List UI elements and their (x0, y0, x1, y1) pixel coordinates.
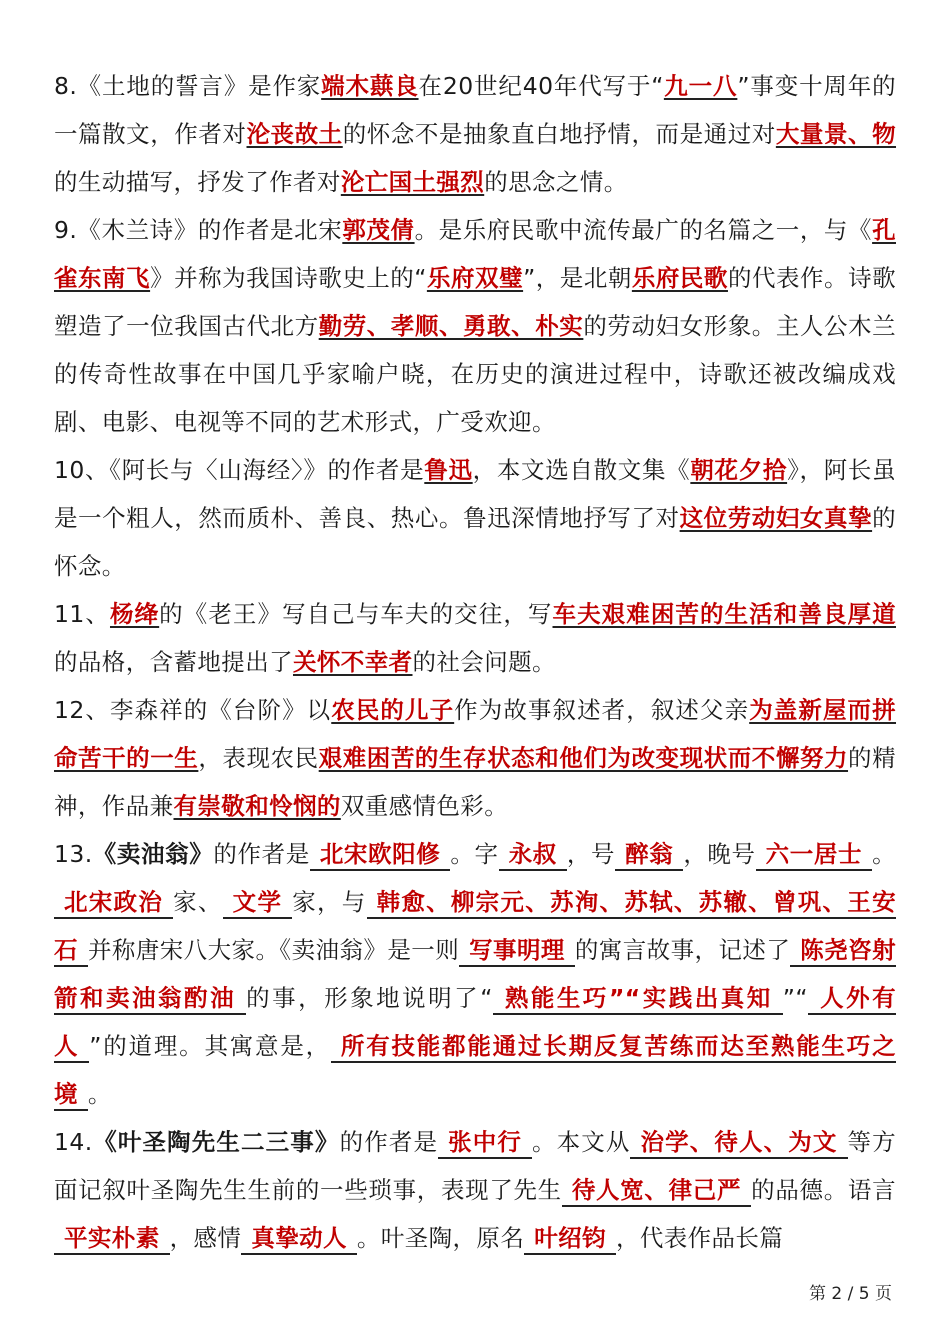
work-title: 《叶圣陶先生二三事》 (92, 1128, 340, 1156)
text: ，本文选自散文集《 (472, 456, 691, 484)
answer: 乐府民歌 (631, 264, 728, 292)
text: 。 (87, 1080, 112, 1108)
fill-blank-answer: 永叔 (499, 840, 567, 871)
text: 《木兰诗》的作者是北宋 (77, 216, 343, 244)
fill-blank-answer: 陈尧咨射箭和卖油翁酌油 (54, 936, 896, 1015)
text: 的怀念。 (54, 504, 896, 580)
answer: 杨绛 (109, 600, 160, 628)
text: 的《老王》写自己与车夫的交往，写 (159, 600, 553, 628)
text: 并称唐宋八大家。《卖油翁》是一则 (87, 936, 460, 964)
text: 双重感情色彩。 (340, 792, 509, 820)
fill-blank-answer: 人外有人 (54, 984, 896, 1063)
text: 的作者是 (213, 840, 310, 868)
answer: 沦亡国土强烈 (340, 168, 485, 196)
text: ”的道理。其寓意是， (89, 1032, 331, 1060)
text: 的品格，含蓄地提出了 (54, 648, 293, 676)
answer: 关怀不幸者 (293, 648, 413, 676)
text: ，号 (566, 840, 616, 868)
text: 的精神，作品兼 (54, 744, 896, 820)
text: 的寓言故事，记述了 (574, 936, 791, 964)
text: 。 (872, 840, 897, 868)
answer: 孔雀东南飞 (54, 216, 896, 292)
item-number: 8. (54, 72, 78, 100)
text: 的社会问题。 (412, 648, 556, 676)
paragraph-9 (54, 206, 896, 446)
text: 。字 (450, 840, 499, 868)
fill-blank-answer: 真挚动人 (241, 1224, 357, 1255)
fill-blank-answer: 治学、待人、为文 (630, 1128, 847, 1159)
work-title: 《卖油翁》 (92, 840, 214, 868)
paragraph-14 (54, 1118, 896, 1262)
text: 的品德。语言 (751, 1176, 896, 1204)
fill-blank-answer: 平实朴素 (54, 1224, 170, 1255)
fill-blank-answer: 北宋政治 (54, 888, 173, 919)
answer: 端木蕻良 (321, 72, 419, 100)
answer: 勤劳、孝顺、勇敢、朴实 (318, 312, 584, 340)
answer: 有崇敬和怜悯的 (173, 792, 341, 820)
text: 的作者是 (339, 1128, 439, 1156)
fill-blank-answer: 张中行 (438, 1128, 532, 1159)
text: 。本文从 (531, 1128, 631, 1156)
item-number: 13. (54, 840, 93, 868)
text: 。叶圣陶，原名 (356, 1224, 525, 1252)
text: 等方面记叙叶圣陶先生生前的一些琐事，表现了先生 (54, 1128, 897, 1204)
page-number: 第 2 / 5 页 (809, 1284, 892, 1304)
answer: 朝花夕拾 (690, 456, 788, 484)
fill-blank-answer: 所有技能都能通过长期反复苦练而达至熟能生巧之境 (54, 1032, 896, 1111)
text: ，晚号 (683, 840, 756, 868)
text: 作为故事叙述者，叙述父亲 (454, 696, 750, 724)
text: 家，与 (292, 888, 367, 916)
text: 李森祥的《台阶》以 (109, 696, 332, 724)
text: ，表现农民 (198, 744, 319, 772)
text: 在20世纪40年代写于“ (418, 72, 664, 100)
fill-blank-answer: 韩愈、柳宗元、苏洵、苏轼、苏辙、曾巩、王安石 (54, 888, 896, 967)
text: ，代表作品长篇 (615, 1224, 784, 1252)
answer: 九一八 (663, 72, 738, 100)
answer: 这位劳动妇女真挚 (679, 504, 873, 532)
paragraph-10 (54, 446, 896, 590)
fill-blank-answer: 叶绍钧 (524, 1224, 616, 1255)
paragraph-12 (54, 686, 896, 830)
text: 《土地的誓言》是作家 (77, 72, 322, 100)
document-body (54, 62, 896, 1262)
fill-blank-answer: 北宋欧阳修 (310, 840, 451, 871)
text: 的代表作。诗歌塑造了一位我国古代北方 (54, 264, 896, 340)
item-number: 11、 (54, 600, 110, 628)
text: ”，是北朝 (523, 264, 632, 292)
text: ”事变十周年的一篇散文，作者对 (54, 72, 897, 148)
text: 《阿长与〈山海经〉》的作者是 (109, 456, 425, 484)
answer: 鲁迅 (424, 456, 473, 484)
text: ”“ (782, 984, 808, 1012)
item-number: 14. (54, 1128, 93, 1156)
fill-blank-answer: 熟能生巧”“实践出真知 (493, 984, 783, 1015)
text: 。是乐府民歌中流传最广的名篇之一，与《 (414, 216, 873, 244)
text: 》并称为我国诗歌史上的“ (150, 264, 427, 292)
item-number: 10、 (54, 456, 110, 484)
text: 》，阿长虽是一个粗人，然而质朴、善良、热心。鲁迅深情地抒写了对 (54, 456, 896, 532)
answer: 郭茂倩 (342, 216, 415, 244)
answer: 沦丧故土 (246, 120, 343, 148)
fill-blank-answer: 写事明理 (459, 936, 575, 967)
answer: 艰难困苦的生存状态和他们为改变现状而不懈努力 (318, 744, 849, 772)
fill-blank-answer: 醉翁 (615, 840, 683, 871)
text: 的怀念不是抽象直白地抒情，而是通过对 (342, 120, 776, 148)
text: ，感情 (169, 1224, 242, 1252)
paragraph-8 (54, 62, 896, 206)
item-number: 12、 (54, 696, 110, 724)
fill-blank-answer: 六一居士 (756, 840, 872, 871)
item-number: 9. (54, 216, 78, 244)
paragraph-13 (54, 830, 896, 1118)
answer: 为盖新屋而拼命苦干的一生 (54, 696, 897, 772)
answer: 农民的儿子 (331, 696, 455, 724)
answer: 车夫艰难困苦的生活和善良厚道 (552, 600, 896, 628)
text: 的思念之情。 (484, 168, 628, 196)
paragraph-11 (54, 590, 896, 686)
text: 的劳动妇女形象。主人公木兰的传奇性故事在中国几乎家喻户晓，在历史的演进过程中，诗歌还被改编成戏剧、电影、电视等不同的艺术形式，广受欢迎。 (54, 312, 897, 436)
text: 的生动描写，抒发了作者对 (54, 168, 341, 196)
answer: 乐府双璧 (426, 264, 524, 292)
text: 的事，形象地说明了“ (246, 984, 493, 1012)
text: 家、 (173, 888, 223, 916)
fill-blank-answer: 文学 (223, 888, 293, 919)
answer: 大量景、物 (775, 120, 897, 148)
fill-blank-answer: 待人宽、律己严 (562, 1176, 751, 1207)
